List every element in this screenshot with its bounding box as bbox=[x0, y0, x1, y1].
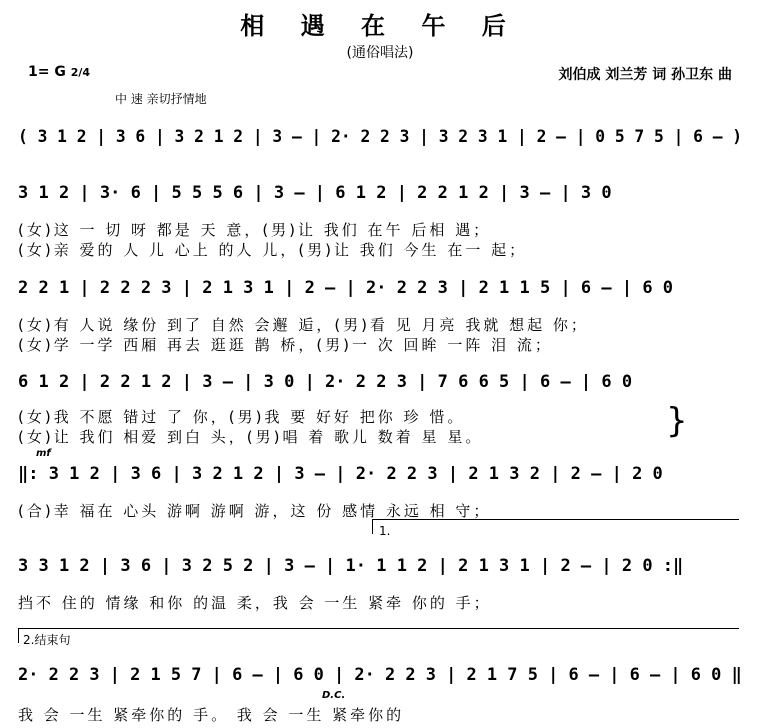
volta-label: 1. bbox=[379, 524, 391, 538]
notation-line-verse-c: 6 1 2 | 2 2 1 2 | 3 – | 3 0 | 2· 2 2 3 | 7 6 6 5 | 6 – | 6 0 bbox=[18, 372, 633, 392]
lyric-line: (女)这 一 切 呀 都是 天 意，(男)让 我们 在午 后相 遇； bbox=[18, 221, 492, 239]
notation-line-chorus-b: 3 3 1 2 | 3 6 | 3 2 5 2 | 3 – | 1· 1 1 2 | 2 1 3 1 | 2 – | 2 0 :‖ bbox=[18, 556, 684, 576]
lyric-line: (女)学 一学 西厢 再去 逛逛 鹊 桥，(男)一 次 回眸 一阵 泪 流； bbox=[18, 336, 553, 354]
notation-line-chorus-a: ‖: 3 1 2 | 3 6 | 3 2 1 2 | 3 – | 2· 2 2 3 | 2 1 3 2 | 2 – | 2 0 bbox=[18, 464, 663, 484]
lyric-line: 挡不 住的 情缘 和你 的温 柔，我 会 一生 紧牵 你的 手； bbox=[18, 594, 492, 612]
time-signature: 2/4 bbox=[70, 66, 91, 79]
lyric-line: 我 会 一生 紧牵你的 手。 我 会 一生 紧牵你的 bbox=[18, 706, 405, 724]
dynamic-marking: mf bbox=[36, 448, 51, 459]
song-title: 相 遇 在 午 后 bbox=[240, 11, 520, 40]
notation-line-verse-b: 2 2 1 | 2 2 2 3 | 2 1 3 1 | 2 – | 2· 2 2 3 | 2 1 1 5 | 6 – | 6 0 bbox=[18, 278, 674, 298]
lyric-line: (女)我 不愿 错过 了 你，(男)我 要 好好 把你 珍 惜。 bbox=[18, 408, 466, 426]
key-label: 1= G bbox=[28, 64, 66, 80]
key-signature bbox=[28, 64, 90, 80]
lyric-line: (女)让 我们 相爱 到白 头，(男)唱 着 歌儿 数着 星 星。 bbox=[18, 428, 484, 446]
verse-brace: } bbox=[666, 401, 688, 441]
da-capo-marking: D.C. bbox=[322, 690, 346, 701]
volta-label: 2.结束句 bbox=[23, 633, 71, 647]
lyric-line: (女)亲 爱的 人 儿 心上 的人 儿，(男)让 我们 今生 在一 起； bbox=[18, 241, 528, 259]
credits: 刘伯成 刘兰芳 词 孙卫东 曲 bbox=[558, 67, 732, 83]
notation-line-verse-a: 3 1 2 | 3· 6 | 5 5 5 6 | 3 – | 6 1 2 | 2 2 1 2 | 3 – | 3 0 bbox=[18, 183, 612, 203]
tempo-marking: 中 速 亲切抒情地 bbox=[115, 92, 207, 106]
lyric-line: (女)有 人说 缘份 到了 自然 会邂 逅，(男)看 见 月亮 我就 想起 你； bbox=[18, 316, 589, 334]
volta-second-ending bbox=[18, 628, 739, 647]
notation-line-intro: ( 3 1 2 | 3 6 | 3 2 1 2 | 3 – | 2· 2 2 3 | 3 2 3 1 | 2 – | 0 5 7 5 | 6 – ) bbox=[18, 127, 743, 147]
volta-first-ending bbox=[372, 519, 739, 538]
lyric-line: (合)幸 福在 心头 游啊 游啊 游，这 份 感情 永远 相 守； bbox=[18, 502, 492, 520]
notation-line-ending: 2· 2 2 3 | 2 1 5 7 | 6 – | 6 0 | 2· 2 2 3 | 2 1 7 5 | 6 – | 6 – | 6 0 ‖ bbox=[18, 665, 742, 685]
song-subtitle: (通俗唱法) bbox=[346, 45, 414, 61]
